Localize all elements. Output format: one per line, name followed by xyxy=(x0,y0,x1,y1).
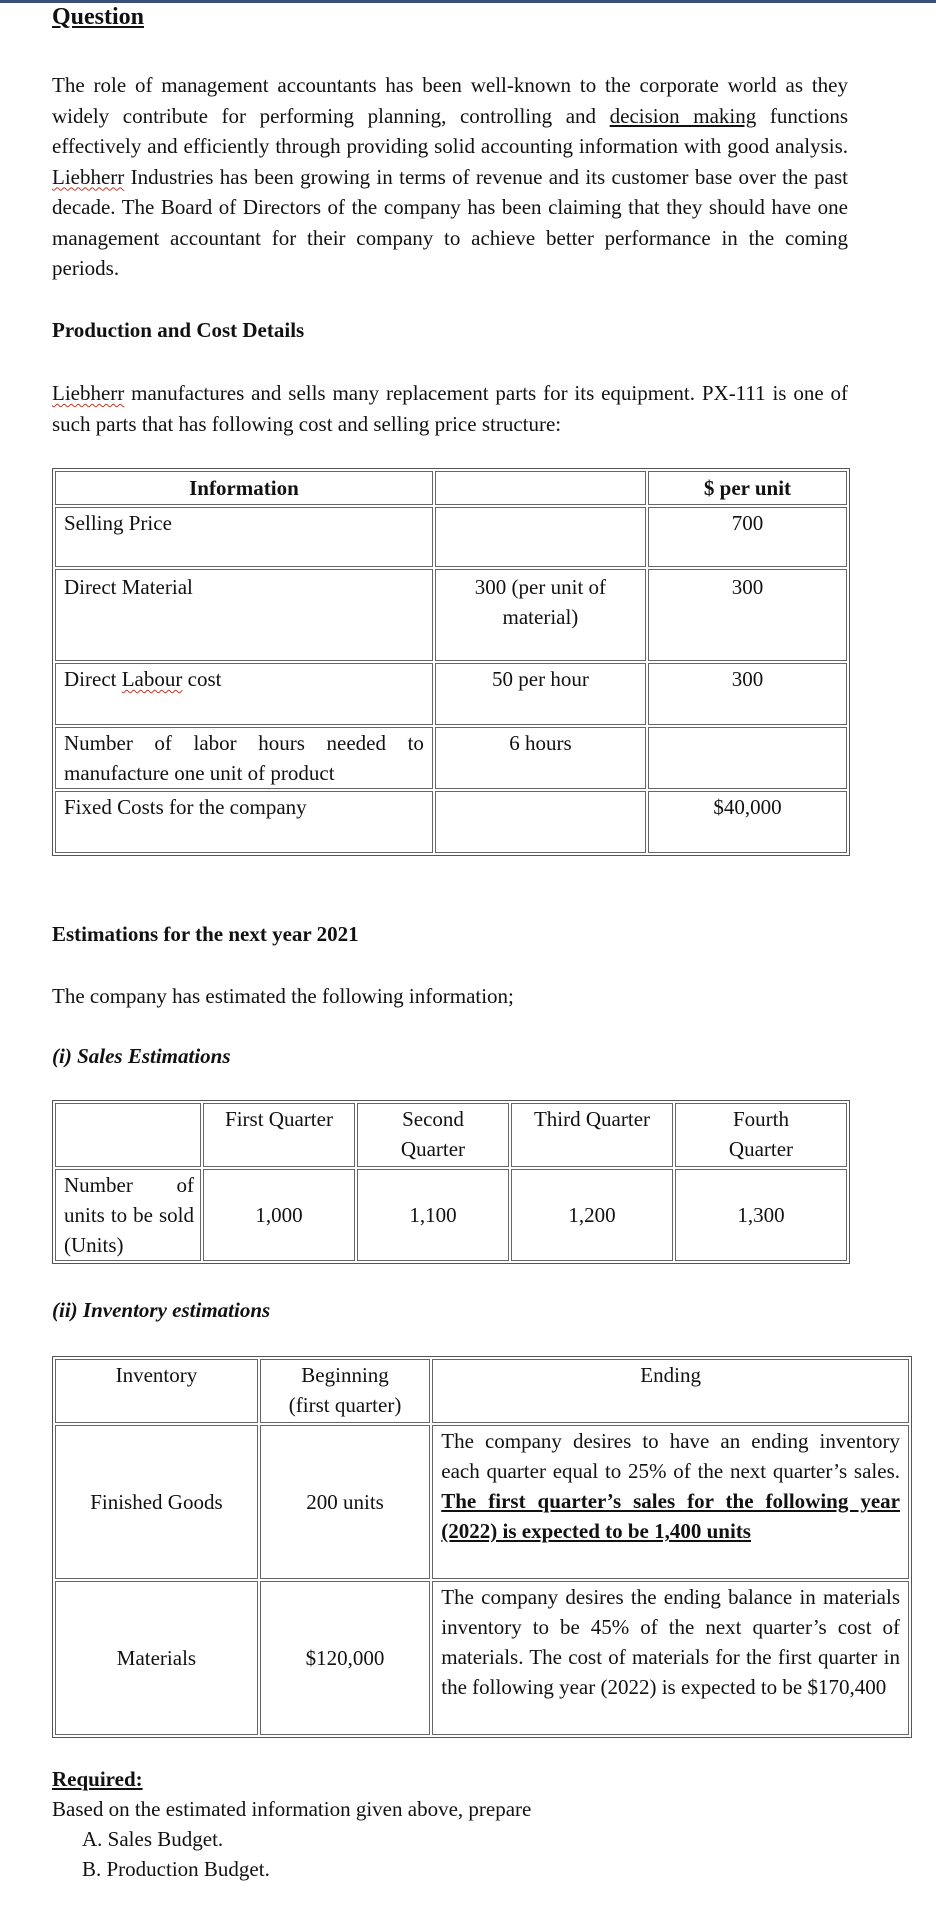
cost-row-label: Number of labor hours needed to manufacture one unit of product xyxy=(55,727,433,789)
sales-col-header: Third Quarter xyxy=(511,1103,673,1167)
finished-goods-ending-emphasis: The first quarter’s sales for the following year (2022) is expected to be 1,400 units xyxy=(441,1489,900,1543)
sales-col-header: First Quarter xyxy=(203,1103,355,1167)
intro-paragraph xyxy=(52,70,848,284)
intro-decision-making: decision making xyxy=(609,103,757,128)
cost-row-label: Fixed Costs for the company xyxy=(55,791,433,853)
required-heading: Required: xyxy=(52,1767,143,1791)
cost-table xyxy=(52,468,850,856)
intro-part3: Industries has been growing in terms of revenue and its customer base over the past decade. The Board of Directors of the company has been claiming that they should have one management accountant for their company to achieve better performance in the coming periods. xyxy=(52,164,848,280)
required-item: B. Production Budget. xyxy=(82,1857,270,1881)
cost-row-value xyxy=(648,727,847,789)
intro-part2: functions effectively and efficiently through providing solid accounting information with good analysis. xyxy=(52,103,848,158)
cost-row-label: Direct Material xyxy=(55,569,433,661)
intro-company-name: Liebherr xyxy=(52,164,125,189)
cost-row-middle xyxy=(435,791,646,853)
cost-header-info: Information xyxy=(55,471,433,505)
inventory-header: Ending xyxy=(432,1359,909,1423)
question-heading: Question xyxy=(52,4,145,30)
estimations-intro: The company has estimated the following information; xyxy=(52,984,514,1008)
sales-heading: (i) Sales Estimations xyxy=(52,1044,231,1068)
intro-part1: The role of management accountants has been well-known to the corporate world as they widely contribute for performing planning, controlling and xyxy=(52,73,848,128)
cost-row-value: $40,000 xyxy=(648,791,847,853)
finished-goods-ending-text: The company desires to have an ending inventory each quarter equal to 25% of the next quarter’s sales. xyxy=(441,1429,900,1483)
inventory-heading: (ii) Inventory estimations xyxy=(52,1298,271,1322)
cost-row-value: 700 xyxy=(648,507,847,567)
inventory-header: Beginning (first quarter) xyxy=(260,1359,430,1423)
production-paragraph xyxy=(52,378,848,439)
inventory-row-label: Finished Goods xyxy=(55,1425,258,1579)
inventory-table xyxy=(52,1356,912,1738)
cost-row-middle: 6 hours xyxy=(435,727,646,789)
labour-label-wavy: Labour xyxy=(121,667,183,691)
cost-row-label: Selling Price xyxy=(55,507,433,567)
sales-col-header: Fourth Quarter xyxy=(675,1103,847,1167)
cost-header-dollar: $ per unit xyxy=(648,471,847,505)
inventory-row-ending: The company desires the ending balance in materials inventory to be 45% of the next quarter’s cost of materials. The cost of materials for the first quarter in the following year (2022) is expected to be $170,400 xyxy=(432,1581,909,1735)
sales-value: 1,100 xyxy=(357,1169,509,1261)
production-text: manufactures and sells many replacement parts for its equipment. PX-111 is one of such parts that has following cost and selling price structure: xyxy=(52,381,848,436)
sales-value: 1,000 xyxy=(203,1169,355,1261)
labour-label-pre: Direct xyxy=(64,667,122,691)
estimations-heading: Estimations for the next year 2021 xyxy=(52,922,359,946)
inventory-row-ending xyxy=(432,1425,909,1579)
sales-value: 1,200 xyxy=(511,1169,673,1261)
required-section xyxy=(52,1764,531,1884)
production-heading: Production and Cost Details xyxy=(52,318,305,342)
top-border-line xyxy=(0,0,936,3)
cost-row-label xyxy=(55,663,433,725)
sales-value: 1,300 xyxy=(675,1169,847,1261)
sales-header-blank xyxy=(55,1103,201,1167)
cost-row-value: 300 xyxy=(648,569,847,661)
inventory-row-beginning: 200 units xyxy=(260,1425,430,1579)
cost-row-middle: 300 (per unit of material) xyxy=(435,569,646,661)
required-item: A. Sales Budget. xyxy=(82,1827,224,1851)
sales-col-header: Second Quarter xyxy=(357,1103,509,1167)
cost-header-middle xyxy=(435,471,646,505)
labour-label-post: cost xyxy=(182,667,222,691)
inventory-row-beginning: $120,000 xyxy=(260,1581,430,1735)
cost-row-middle: 50 per hour xyxy=(435,663,646,725)
cost-row-middle xyxy=(435,507,646,567)
production-company-name: Liebherr xyxy=(52,381,125,405)
required-text: Based on the estimated information given above, prepare xyxy=(52,1797,532,1821)
inventory-header: Inventory xyxy=(55,1359,258,1423)
inventory-row-label: Materials xyxy=(55,1581,258,1735)
sales-table xyxy=(52,1100,850,1264)
cost-row-value: 300 xyxy=(648,663,847,725)
sales-row-label: Number of units to be sold (Units) xyxy=(55,1169,201,1261)
